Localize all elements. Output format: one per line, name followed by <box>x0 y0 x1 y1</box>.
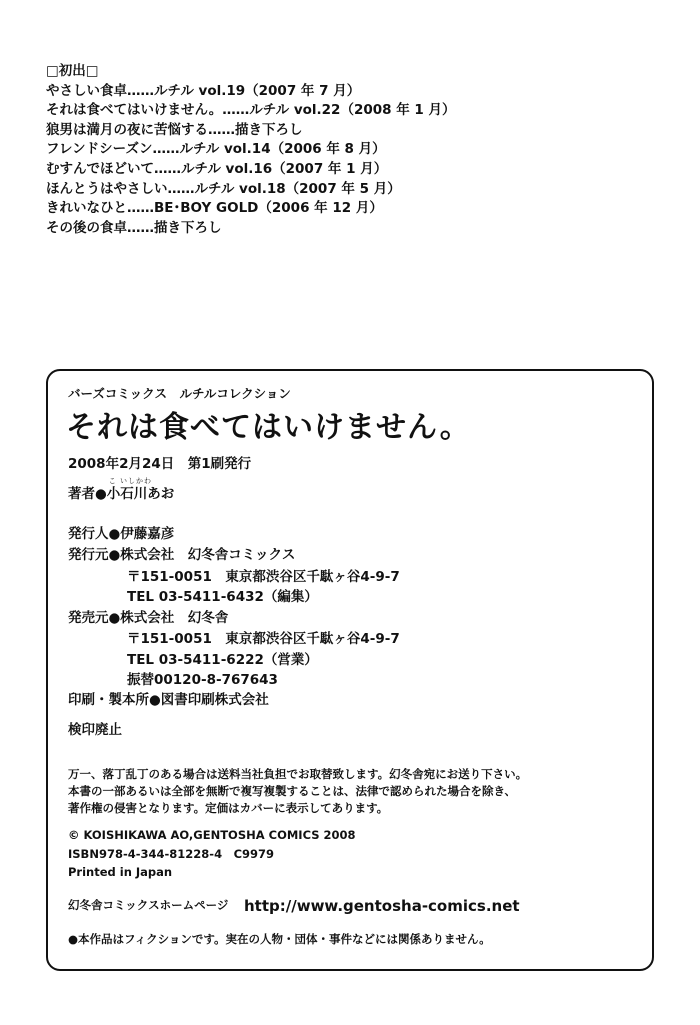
series-name: バーズコミックス ルチルコレクション <box>68 386 291 401</box>
first-appearance-entry: むすんでほどいて……ルチル vol.16（2007 年 1 月） <box>46 160 388 177</box>
printer: 印刷・製本所●図書印刷株式会社 <box>68 692 269 708</box>
first-appearance-entry: フレンドシーズン……ルチル vol.14（2006 年 8 月） <box>46 141 386 158</box>
isbn: ISBN978-4-344-81228-4 C9979 <box>68 847 275 861</box>
seal-note: 検印廃止 <box>68 722 122 738</box>
issuer: 発行人●伊藤嘉彦 <box>68 526 175 542</box>
author-label: 著者● <box>68 486 107 502</box>
first-appearance-entry: ほんとうはやさしい……ルチル vol.18（2007 年 5 月） <box>46 180 401 197</box>
distributor-transfer: 振替00120-8-767643 <box>127 672 278 688</box>
publisher-address: 〒151-0051 東京都渋谷区千駄ヶ谷4-9-7 <box>127 569 400 585</box>
notice-line-3: 著作権の侵害となります。定価はカバーに表示してあります。 <box>68 801 389 815</box>
publisher-tel: TEL 03-5411-6432（編集） <box>127 589 318 605</box>
author-name-wrap <box>106 477 175 502</box>
distributor-tel: TEL 03-5411-6222（営業） <box>127 652 318 668</box>
first-appearance-list <box>46 62 456 238</box>
homepage-label: 幻冬舎コミックスホームページ <box>68 898 229 912</box>
author-ruby: こ いしかわ <box>108 477 153 485</box>
homepage-url[interactable]: http://www.gentosha-comics.net <box>244 897 520 915</box>
author-name: 小石川あお <box>106 486 175 502</box>
book-title: それは食べてはいけません。 <box>66 410 471 445</box>
publisher-label: 発行元●株式会社 幻冬舎コミックス <box>68 547 296 563</box>
copyright: © KOISHIKAWA AO,GENTOSHA COMICS 2008 <box>68 828 356 842</box>
distributor-address: 〒151-0051 東京都渋谷区千駄ヶ谷4-9-7 <box>127 631 400 647</box>
first-appearance-entry: その後の食卓……描き下ろし <box>46 219 222 236</box>
fiction-notice: ●本作品はフィクションです。実在の人物・団体・事件などには関係ありません。 <box>68 932 491 946</box>
first-appearance-heading: □初出□ <box>46 63 99 79</box>
first-appearance-entry: やさしい食卓……ルチル vol.19（2007 年 7 月） <box>46 82 361 99</box>
notice-line-1: 万一、落丁乱丁のある場合は送料当社負担でお取替致します。幻冬舎宛にお送り下さい。 <box>68 767 528 781</box>
first-appearance-entry: きれいなひと……BE･BOY GOLD（2006 年 12 月） <box>46 200 383 217</box>
notice-line-2: 本書の一部あるいは全部を無断で複写複製することは、法律で認められた場合を除き、 <box>68 784 517 798</box>
author-row <box>68 477 175 502</box>
publish-date: 2008年2月24日 第1刷発行 <box>68 456 252 472</box>
first-appearance-entry: それは食べてはいけません。……ルチル vol.22（2008 年 1 月） <box>46 102 456 119</box>
distributor-label: 発売元●株式会社 幻冬舎 <box>68 610 229 626</box>
first-appearance-entry: 狼男は満月の夜に苦悩する……描き下ろし <box>46 121 303 138</box>
printed-in: Printed in Japan <box>68 865 173 879</box>
